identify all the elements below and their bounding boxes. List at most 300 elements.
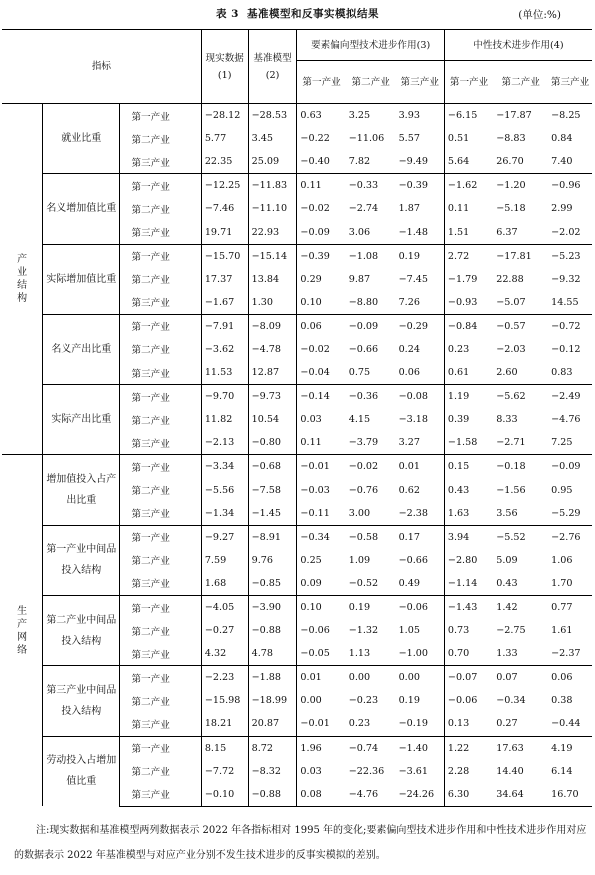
value-cell: 5.57	[396, 127, 445, 150]
indicator-group-label: 就业比重	[43, 104, 120, 174]
sector-label: 第三产业	[120, 783, 201, 807]
sector-label: 第二产业	[120, 197, 201, 220]
value-cell: −0.33	[346, 174, 396, 198]
value-cell: 1.33	[496, 648, 518, 660]
value-cell: 8.72	[248, 736, 297, 760]
value-cell: 2.72	[444, 244, 493, 268]
value-cell: −0.02	[346, 455, 396, 479]
value-cell: −1.48	[396, 220, 445, 244]
value-cell: −1.56	[496, 484, 526, 496]
value-cell: −0.08	[396, 385, 445, 409]
sector-label: 第一产业	[120, 666, 201, 690]
value-cell: −8.83	[496, 133, 526, 145]
value-cell: 11.82	[201, 408, 248, 431]
value-cell: −8.80	[348, 296, 379, 308]
value-cell: −0.05	[300, 648, 330, 660]
table-row	[2, 174, 592, 198]
sector-label: 第二产业	[120, 549, 201, 572]
value-cell: −1.40	[396, 736, 445, 760]
value-cell: 0.95	[551, 484, 573, 496]
value-cell: 0.23	[348, 718, 371, 730]
sector-label: 第三产业	[120, 572, 201, 596]
sector-label: 第一产业	[120, 525, 201, 549]
sector-label: 第一产业	[120, 174, 201, 198]
value-cell: 3.56	[496, 507, 518, 519]
value-cell: −0.09	[548, 455, 592, 479]
sector-label: 第一产业	[120, 455, 201, 479]
value-cell: −11.10	[248, 197, 297, 220]
value-cell: 18.21	[201, 712, 248, 736]
value-cell: −1.45	[248, 502, 297, 526]
value-cell: −0.88	[248, 619, 297, 642]
value-cell: 2.28	[447, 765, 470, 777]
value-cell: −28.12	[201, 104, 248, 128]
value-cell: −0.84	[444, 314, 493, 338]
value-cell: 1.96	[297, 736, 346, 760]
indicator-group-label: 实际增加值比重	[43, 244, 120, 314]
value-cell: −12.25	[201, 174, 248, 198]
value-cell: 3.06	[348, 226, 371, 238]
value-cell: −0.02	[300, 343, 330, 355]
value-cell: 0.08	[297, 783, 346, 807]
value-cell: −0.80	[248, 431, 297, 455]
sector-label: 第一产业	[120, 595, 201, 619]
value-cell: 1.13	[348, 648, 371, 660]
sector-label: 第三产业	[120, 712, 201, 736]
sector-label: 第三产业	[120, 150, 201, 174]
value-cell: 1.68	[201, 572, 248, 596]
value-cell: 1.51	[447, 226, 470, 238]
value-cell: 0.15	[444, 455, 493, 479]
value-cell: −0.06	[396, 595, 445, 619]
value-cell: −1.79	[447, 273, 478, 285]
value-cell: 8.15	[201, 736, 248, 760]
value-cell: −0.09	[346, 314, 396, 338]
value-cell: 7.59	[201, 549, 248, 572]
value-cell: 0.29	[300, 273, 322, 285]
value-cell: −0.44	[551, 718, 581, 730]
value-cell: −18.99	[248, 689, 297, 712]
value-cell: −0.09	[300, 226, 330, 238]
value-cell: 19.71	[201, 220, 248, 244]
value-cell: −4.76	[346, 783, 396, 807]
value-cell: −0.40	[300, 156, 330, 168]
value-cell: −0.93	[447, 296, 478, 308]
value-cell: −0.01	[300, 718, 330, 730]
value-cell: 1.30	[248, 291, 297, 315]
value-cell: 0.09	[300, 577, 322, 589]
value-cell: 0.43	[496, 577, 518, 589]
value-cell: 1.22	[444, 736, 493, 760]
sector-label: 第三产业	[120, 642, 201, 666]
value-cell: −2.71	[496, 437, 526, 449]
table-header	[2, 30, 592, 104]
value-cell: −1.34	[201, 502, 248, 526]
value-cell: 7.26	[396, 291, 445, 315]
value-cell: −8.09	[248, 314, 297, 338]
header-actual: 现实数据(1)	[201, 30, 248, 104]
sector-label: 第三产业	[120, 220, 201, 244]
value-cell: −4.76	[551, 414, 581, 426]
value-cell: −0.27	[201, 619, 248, 642]
value-cell: −28.53	[248, 104, 297, 128]
value-cell: −3.34	[201, 455, 248, 479]
sector-label: 第一产业	[120, 314, 201, 338]
value-cell: −8.32	[248, 760, 297, 783]
value-cell: 1.19	[444, 385, 493, 409]
value-cell: −5.52	[493, 525, 548, 549]
value-cell: −3.61	[396, 760, 445, 783]
value-cell: −1.88	[248, 666, 297, 690]
category-label	[2, 455, 43, 806]
value-cell: 0.06	[548, 666, 592, 690]
value-cell: 0.07	[493, 666, 548, 690]
value-cell: −0.34	[496, 695, 526, 707]
value-cell: −0.11	[300, 507, 330, 519]
value-cell: −0.04	[300, 367, 330, 379]
value-cell: 4.78	[248, 642, 297, 666]
value-cell: 4.32	[201, 642, 248, 666]
value-cell: 0.23	[447, 343, 470, 355]
value-cell: −15.70	[201, 244, 248, 268]
value-cell: −5.18	[496, 203, 526, 215]
value-cell: −3.62	[201, 338, 248, 361]
value-cell: −0.85	[248, 572, 297, 596]
table-row	[2, 525, 592, 549]
value-cell: 17.37	[201, 268, 248, 291]
value-cell: −24.26	[396, 783, 445, 807]
value-cell: 0.00	[300, 695, 322, 707]
value-cell: 3.27	[396, 431, 445, 455]
table-row	[2, 666, 592, 690]
value-cell: 11.53	[201, 361, 248, 385]
value-cell: 0.25	[300, 554, 322, 566]
value-cell: 0.84	[551, 133, 573, 145]
value-cell: 3.00	[348, 507, 371, 519]
table-row	[2, 314, 592, 338]
value-cell: −9.27	[201, 525, 248, 549]
value-cell: −0.06	[300, 625, 330, 637]
value-cell: 5.09	[496, 554, 518, 566]
sector-label: 第三产业	[120, 431, 201, 455]
value-cell: 0.51	[447, 133, 470, 145]
value-cell: 1.05	[396, 619, 445, 642]
value-cell: −17.81	[493, 244, 548, 268]
value-cell: 6.37	[496, 226, 518, 238]
value-cell: 3.45	[248, 127, 297, 150]
value-cell: 10.54	[248, 408, 297, 431]
value-cell: −0.96	[548, 174, 592, 198]
value-cell: 0.73	[447, 625, 470, 637]
value-cell: 1.70	[551, 577, 573, 589]
results-table	[2, 29, 592, 807]
value-cell: −1.14	[447, 577, 478, 589]
sector-label: 第二产业	[120, 338, 201, 361]
value-cell: −0.06	[447, 695, 478, 707]
header-neutral-tech: 中性技术进步作用(4)	[444, 30, 592, 61]
value-cell: −22.36	[348, 765, 385, 777]
value-cell: −2.03	[496, 343, 526, 355]
value-cell: −0.39	[396, 174, 445, 198]
value-cell: −0.72	[548, 314, 592, 338]
value-cell: −0.66	[348, 343, 379, 355]
value-cell: −1.20	[493, 174, 548, 198]
subheader-neutral-secondary: 第二产业	[493, 61, 548, 104]
value-cell: −5.07	[496, 296, 526, 308]
value-cell: −0.68	[248, 455, 297, 479]
table-row	[2, 244, 592, 268]
value-cell: −1.58	[447, 437, 478, 449]
value-cell: −5.62	[493, 385, 548, 409]
category-label	[2, 104, 43, 455]
value-cell: −0.39	[297, 244, 346, 268]
table-title	[0, 6, 595, 21]
sector-label: 第二产业	[120, 760, 201, 783]
value-cell: −0.74	[346, 736, 396, 760]
value-cell: −3.18	[396, 408, 445, 431]
value-cell: −1.00	[396, 642, 445, 666]
subheader-neutral-primary: 第一产业	[444, 61, 493, 104]
value-cell: 0.77	[548, 595, 592, 619]
value-cell: 0.62	[396, 479, 445, 502]
value-cell: −3.79	[348, 437, 379, 449]
value-cell: −0.02	[300, 203, 330, 215]
sector-label: 第一产业	[120, 244, 201, 268]
value-cell: 14.40	[496, 765, 524, 777]
table-body	[2, 104, 592, 807]
value-cell: −15.98	[201, 689, 248, 712]
value-cell: 0.01	[297, 666, 346, 690]
value-cell: −0.22	[300, 133, 330, 145]
value-cell: 9.87	[348, 273, 371, 285]
value-cell: 0.24	[396, 338, 445, 361]
value-cell: 5.77	[201, 127, 248, 150]
value-cell: 2.60	[496, 367, 518, 379]
value-cell: 4.19	[548, 736, 592, 760]
value-cell: −1.08	[346, 244, 396, 268]
value-cell: 20.87	[248, 712, 297, 736]
value-cell: 0.17	[396, 525, 445, 549]
value-cell: 0.01	[396, 455, 445, 479]
value-cell: −8.91	[248, 525, 297, 549]
value-cell: −1.62	[444, 174, 493, 198]
value-cell: 0.27	[496, 718, 518, 730]
value-cell: 0.38	[551, 695, 573, 707]
value-cell: 26.70	[496, 156, 524, 168]
value-cell: −5.29	[551, 507, 581, 519]
value-cell: −1.32	[348, 625, 379, 637]
value-cell: −0.88	[248, 783, 297, 807]
sector-label: 第二产业	[120, 619, 201, 642]
category-label-text: 生产网络	[17, 605, 28, 656]
value-cell: 3.25	[348, 110, 371, 122]
value-cell: 2.99	[551, 203, 573, 215]
header-indicator: 指标	[2, 30, 201, 104]
value-cell: 13.84	[248, 268, 297, 291]
header-baseline: 基准模型(2)	[248, 30, 297, 104]
value-cell: −0.57	[493, 314, 548, 338]
value-cell: −2.75	[496, 625, 526, 637]
value-cell: −8.25	[551, 110, 581, 122]
value-cell: −0.19	[396, 712, 445, 736]
value-cell: −1.43	[444, 595, 493, 619]
value-cell: 0.43	[447, 484, 470, 496]
sector-label: 第一产业	[120, 104, 201, 128]
sector-label: 第二产业	[120, 268, 201, 291]
value-cell: −11.83	[248, 174, 297, 198]
value-cell: 22.88	[496, 273, 524, 285]
value-cell: −0.10	[201, 783, 248, 807]
value-cell: 1.09	[348, 554, 371, 566]
value-cell: 17.63	[493, 736, 548, 760]
value-cell: 8.33	[496, 414, 518, 426]
value-cell: 0.11	[447, 203, 470, 215]
indicator-group-label: 实际产出比重	[43, 385, 120, 455]
value-cell: −0.36	[346, 385, 396, 409]
value-cell: 0.10	[297, 595, 346, 619]
value-cell: −4.05	[201, 595, 248, 619]
value-cell: 12.87	[248, 361, 297, 385]
value-cell: 1.06	[551, 554, 573, 566]
value-cell: 0.70	[447, 648, 470, 660]
value-cell: 3.93	[396, 104, 445, 128]
sector-label: 第三产业	[120, 502, 201, 526]
indicator-group-label: 劳动投入占增加值比重	[43, 736, 120, 806]
value-cell: −0.12	[551, 343, 581, 355]
value-cell: −0.07	[444, 666, 493, 690]
value-cell: −9.73	[248, 385, 297, 409]
unit-label: (单位:%)	[518, 9, 561, 21]
value-cell: −1.67	[201, 291, 248, 315]
value-cell: −0.58	[346, 525, 396, 549]
value-cell: 22.35	[201, 150, 248, 174]
sector-label: 第二产业	[120, 479, 201, 502]
indicator-group-label: 第三产业中间品投入结构	[43, 666, 120, 736]
value-cell: −0.14	[297, 385, 346, 409]
value-cell: −3.90	[248, 595, 297, 619]
value-cell: 7.25	[551, 437, 573, 449]
table-note: 注:现实数据和基准模型两列数据表示 2022 年各指标相对 1995 年的变化;要素偏向型技术进步作用和中性技术进步作用对应的数据表示 2022 年基准模型与对应产业分别不发生技术进步的反事实模拟的差别。	[14, 825, 587, 861]
value-cell: −7.46	[201, 197, 248, 220]
sector-label: 第二产业	[120, 408, 201, 431]
table-row	[2, 736, 592, 760]
value-cell: 0.39	[447, 414, 470, 426]
value-cell: −15.14	[248, 244, 297, 268]
value-cell: 1.87	[396, 197, 445, 220]
indicator-group-label: 第一产业中间品投入结构	[43, 525, 120, 595]
value-cell: −7.72	[201, 760, 248, 783]
indicator-group-label: 第二产业中间品投入结构	[43, 595, 120, 665]
value-cell: 0.10	[300, 296, 322, 308]
value-cell: 0.11	[300, 437, 322, 449]
value-cell: 0.61	[447, 367, 470, 379]
indicator-group-label: 名义产出比重	[43, 314, 120, 384]
value-cell: 1.63	[447, 507, 470, 519]
value-cell: 0.19	[346, 595, 396, 619]
header-biased-tech: 要素偏向型技术进步作用(3)	[297, 30, 444, 61]
value-cell: 14.55	[551, 296, 579, 308]
value-cell: 6.30	[444, 783, 493, 807]
value-cell: −2.49	[548, 385, 592, 409]
value-cell: −9.70	[201, 385, 248, 409]
value-cell: 0.75	[348, 367, 371, 379]
value-cell: −0.29	[396, 314, 445, 338]
value-cell: −7.45	[396, 268, 445, 291]
value-cell: 7.40	[551, 156, 573, 168]
subheader-biased-tertiary: 第三产业	[396, 61, 445, 104]
sector-label: 第三产业	[120, 291, 201, 315]
value-cell: 0.06	[396, 361, 445, 385]
table-row	[2, 104, 592, 128]
subheader-biased-primary: 第一产业	[297, 61, 346, 104]
value-cell: −9.32	[551, 273, 581, 285]
value-cell: 25.09	[248, 150, 297, 174]
value-cell: 0.00	[346, 666, 396, 690]
value-cell: 0.19	[396, 244, 445, 268]
value-cell: 1.42	[493, 595, 548, 619]
value-cell: −0.03	[300, 484, 330, 496]
indicator-group-label: 增加值投入占产出比重	[43, 455, 120, 525]
table-row	[2, 455, 592, 479]
value-cell: 1.61	[551, 625, 573, 637]
value-cell: 0.83	[551, 367, 573, 379]
value-cell: −2.13	[201, 431, 248, 455]
value-cell: 0.49	[396, 572, 445, 596]
sector-label: 第一产业	[120, 385, 201, 409]
value-cell: 3.94	[444, 525, 493, 549]
sector-label: 第一产业	[120, 736, 201, 760]
value-cell: 0.63	[300, 110, 322, 122]
value-cell: −4.78	[248, 338, 297, 361]
table-title-text: 基准模型和反事实模拟结果	[246, 8, 379, 20]
value-cell: −7.91	[201, 314, 248, 338]
value-cell: −5.56	[201, 479, 248, 502]
value-cell: −0.66	[396, 549, 445, 572]
value-cell: −7.58	[248, 479, 297, 502]
category-label-text: 产业结构	[17, 254, 28, 305]
subheader-biased-secondary: 第二产业	[346, 61, 396, 104]
value-cell: 0.00	[396, 666, 445, 690]
value-cell: −0.34	[297, 525, 346, 549]
indicator-group-label: 名义增加值比重	[43, 174, 120, 244]
value-cell: 0.03	[300, 765, 322, 777]
sector-label: 第二产业	[120, 127, 201, 150]
value-cell: 9.76	[248, 549, 297, 572]
value-cell: 0.03	[300, 414, 322, 426]
value-cell: −9.49	[396, 150, 445, 174]
value-cell: −5.23	[548, 244, 592, 268]
value-cell: −2.23	[201, 666, 248, 690]
value-cell: 5.64	[447, 156, 470, 168]
sector-label: 第二产业	[120, 689, 201, 712]
value-cell: 6.14	[551, 765, 573, 777]
table-row	[2, 595, 592, 619]
value-cell: 22.93	[248, 220, 297, 244]
value-cell: 34.64	[493, 783, 548, 807]
value-cell: −2.37	[551, 648, 581, 660]
value-cell: −0.23	[348, 695, 379, 707]
value-cell: 0.19	[396, 689, 445, 712]
value-cell: −11.06	[348, 133, 385, 145]
value-cell: −2.76	[548, 525, 592, 549]
value-cell: −0.52	[348, 577, 379, 589]
value-cell: 0.06	[297, 314, 346, 338]
value-cell: 0.11	[297, 174, 346, 198]
value-cell: −2.80	[447, 554, 478, 566]
value-cell: −0.18	[493, 455, 548, 479]
table-label: 表 3	[216, 8, 239, 20]
value-cell: −2.74	[348, 203, 379, 215]
